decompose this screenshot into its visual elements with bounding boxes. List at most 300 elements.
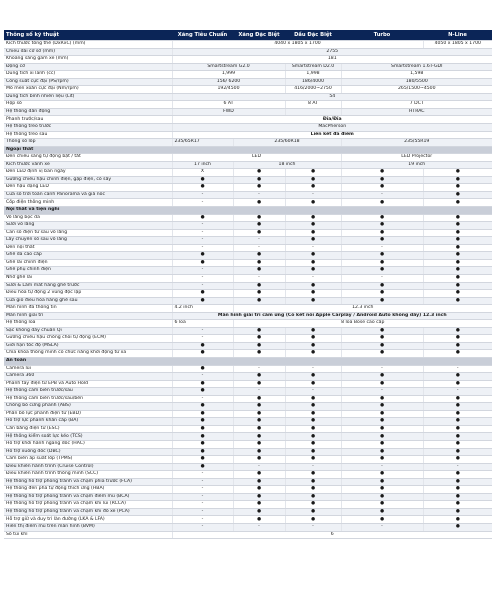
spec-value: 6 AT <box>172 101 285 109</box>
spec-value: ● <box>423 501 492 509</box>
spec-row <box>4 493 492 501</box>
spec-value: - <box>172 373 233 381</box>
spec-value: ● <box>423 274 492 282</box>
spec-value: ● <box>172 365 233 373</box>
spec-label: Hỗ trợ lực phanh khẩn cấp (BA) <box>4 418 172 426</box>
spec-value: - <box>423 365 492 373</box>
spec-value: ● <box>172 433 233 441</box>
section-title: An toàn <box>4 357 492 365</box>
spec-value: 1,999 <box>172 71 285 79</box>
spec-value: ● <box>233 222 285 230</box>
spec-value: ● <box>341 456 423 464</box>
spec-row <box>4 350 492 358</box>
spec-value: ● <box>233 184 285 192</box>
spec-label: Hiển thị điểm mù trên màn hình (BVM) <box>4 524 172 532</box>
spec-value: 12.3 inch <box>233 305 492 313</box>
spec-label: Hệ thống đèn pha tự động thích ứng (HBA) <box>4 486 172 494</box>
spec-value: 180/5500 <box>341 78 492 86</box>
spec-value: 192/4500 <box>172 86 285 94</box>
spec-value: ● <box>172 388 233 396</box>
spec-value: - <box>423 463 492 471</box>
spec-label: Thông số lốp <box>4 139 172 147</box>
spec-label: Chìa khóa thông minh có chức năng khởi động từ xa <box>4 350 172 358</box>
spec-value: ● <box>233 267 285 275</box>
spec-row <box>4 222 492 230</box>
spec-row <box>4 380 492 388</box>
spec-value: ● <box>172 403 233 411</box>
spec-label: Số túi khí <box>4 531 172 539</box>
spec-row <box>4 274 492 282</box>
spec-value: ● <box>233 478 285 486</box>
spec-value: Smartstream G2.0 <box>172 63 285 71</box>
spec-label: Cân bằng điện tử (ESC) <box>4 425 172 433</box>
spec-value: 6 <box>172 531 492 539</box>
spec-label: Vô lăng bọc da <box>4 214 172 222</box>
spec-value: ● <box>423 524 492 532</box>
spec-value: ● <box>285 373 341 381</box>
spec-label: Điều khiển hành trình (Cruise Control) <box>4 463 172 471</box>
spec-value: ● <box>233 456 285 464</box>
spec-value: ● <box>285 214 341 222</box>
spec-label: Gương chiếu hậu chống chói tự động (ECM) <box>4 335 172 343</box>
spec-row <box>4 214 492 222</box>
spec-value: ● <box>172 425 233 433</box>
spec-row <box>4 154 492 162</box>
spec-value: - <box>172 501 233 509</box>
spec-value: ● <box>423 297 492 305</box>
spec-value: ● <box>233 229 285 237</box>
spec-row <box>4 342 492 350</box>
spec-label: Sạc không dây chuẩn Qi <box>4 327 172 335</box>
spec-value: Smartstream D2.0 <box>285 63 341 71</box>
spec-value: ● <box>423 508 492 516</box>
spec-label: Cửa sổ trời toàn cảnh Panorama và giá nóc <box>4 191 172 199</box>
spec-row <box>4 531 492 539</box>
spec-value: - <box>172 524 233 532</box>
spec-value: ● <box>423 448 492 456</box>
spec-value: ● <box>341 327 423 335</box>
spec-label: Hệ thống hỗ trợ phòng tránh va chạm khi đỗ xe (PCA) <box>4 508 172 516</box>
spec-value: ● <box>285 471 341 479</box>
spec-table <box>4 30 492 539</box>
spec-value: ● <box>423 191 492 199</box>
spec-label: Hệ thống hỗ trợ phòng tránh va chạm khi lùi (RCCA) <box>4 501 172 509</box>
spec-label: Chống bó cứng phanh (ABS) <box>4 403 172 411</box>
spec-value: ● <box>285 267 341 275</box>
spec-value: ● <box>341 395 423 403</box>
spec-label: Đèn LED định vị ban ngày <box>4 169 172 177</box>
spec-value: ● <box>285 297 341 305</box>
spec-label: Động cơ <box>4 63 172 71</box>
spec-label: Giới hạn tốc độ (MSLA) <box>4 342 172 350</box>
spec-value: ● <box>341 425 423 433</box>
spec-row <box>4 305 492 313</box>
spec-value: ● <box>233 395 285 403</box>
spec-value: ● <box>423 267 492 275</box>
spec-value: ● <box>233 493 285 501</box>
spec-value: ● <box>285 486 341 494</box>
spec-value: ● <box>285 501 341 509</box>
spec-value: - <box>172 267 233 275</box>
spec-value: ● <box>341 259 423 267</box>
spec-value: - <box>341 274 423 282</box>
spec-label: Nhớ ghế lái <box>4 274 172 282</box>
spec-value: 19 inch <box>341 161 492 169</box>
spec-value: ● <box>172 448 233 456</box>
spec-row <box>4 425 492 433</box>
spec-value: ● <box>285 395 341 403</box>
spec-value: ● <box>341 380 423 388</box>
spec-value: ● <box>233 508 285 516</box>
spec-value: 7 DCT <box>341 101 492 109</box>
spec-value: ● <box>233 516 285 524</box>
spec-label: Đèn hậu dạng LED <box>4 184 172 192</box>
spec-value: 156/ 6200 <box>172 78 285 86</box>
spec-row <box>4 327 492 335</box>
spec-value: 186/4000 <box>285 78 341 86</box>
spec-value: ● <box>233 403 285 411</box>
spec-label: Điều khiển hành trình thông minh (SCC) <box>4 471 172 479</box>
spec-value: ● <box>233 297 285 305</box>
spec-value: ● <box>172 456 233 464</box>
spec-value: ● <box>233 350 285 358</box>
spec-value: ● <box>172 410 233 418</box>
spec-value: ● <box>285 478 341 486</box>
spec-value: - <box>233 244 285 252</box>
spec-value: - <box>172 244 233 252</box>
spec-row <box>4 524 492 532</box>
spec-value: - <box>285 388 341 396</box>
spec-value: ● <box>341 418 423 426</box>
spec-row <box>4 93 492 101</box>
spec-value: ● <box>423 252 492 260</box>
spec-value: ● <box>172 342 233 350</box>
spec-row <box>4 184 492 192</box>
spec-label: Ghế phụ chỉnh điện <box>4 267 172 275</box>
spec-value: ● <box>285 418 341 426</box>
spec-value: - <box>233 237 285 245</box>
spec-value: ● <box>341 486 423 494</box>
spec-value: ● <box>285 350 341 358</box>
spec-row <box>4 335 492 343</box>
spec-value: ● <box>341 267 423 275</box>
spec-label: Hệ thống cảm biến trước/sau/bên <box>4 395 172 403</box>
spec-label: Cần số điện tử sau vô lăng <box>4 229 172 237</box>
spec-row <box>4 131 492 139</box>
spec-label: Hộp số <box>4 101 172 109</box>
spec-value: 4050 x 1805 x 1700 <box>423 41 492 49</box>
spec-value: ● <box>341 433 423 441</box>
header-cell: Dầu Đặc Biệt <box>285 30 341 41</box>
spec-row <box>4 267 492 275</box>
spec-value: 416/2000~2750 <box>285 86 341 94</box>
spec-label: Dung tích bình nhiên liệu (Lít) <box>4 93 172 101</box>
spec-label: Lẫy chuyển số sau vô lăng <box>4 237 172 245</box>
spec-value: ● <box>341 282 423 290</box>
spec-value: ● <box>233 471 285 479</box>
spec-value: - <box>172 478 233 486</box>
spec-row <box>4 252 492 260</box>
spec-label: Hệ thống hỗ trợ phòng tránh va chạm điểm mù (BCA) <box>4 493 172 501</box>
spec-value: ● <box>172 297 233 305</box>
spec-value: ● <box>341 252 423 260</box>
spec-row <box>4 108 492 116</box>
spec-label: Gương chiếu hậu chỉnh điện, gập điện, có sấy <box>4 176 172 184</box>
spec-label: Hỗ trợ khởi hành ngang dốc (HAC) <box>4 440 172 448</box>
spec-value: - <box>285 244 341 252</box>
spec-row <box>4 290 492 298</box>
spec-value: ● <box>341 214 423 222</box>
spec-value: ● <box>285 380 341 388</box>
spec-value: ● <box>233 501 285 509</box>
spec-value: ● <box>233 433 285 441</box>
spec-value: - <box>233 388 285 396</box>
spec-value: ● <box>423 410 492 418</box>
spec-label: Phân bổ lực phanh điện tử (EBD) <box>4 410 172 418</box>
spec-value: ● <box>285 176 341 184</box>
section-row <box>4 207 492 215</box>
spec-value: ● <box>423 335 492 343</box>
spec-value: - <box>172 486 233 494</box>
spec-row <box>4 516 492 524</box>
spec-value: ● <box>423 380 492 388</box>
spec-row <box>4 161 492 169</box>
spec-value: ● <box>423 425 492 433</box>
spec-row <box>4 388 492 396</box>
spec-row <box>4 71 492 79</box>
spec-value: ● <box>172 418 233 426</box>
spec-label: Kích thước tổng thể (DxRxC) (mm) <box>4 41 172 49</box>
spec-label: Hệ thống dẫn động <box>4 108 172 116</box>
spec-row <box>4 191 492 199</box>
spec-value: 54 <box>172 93 492 101</box>
spec-value: - <box>233 365 285 373</box>
spec-row <box>4 456 492 464</box>
spec-value: ● <box>423 199 492 207</box>
spec-value: ● <box>423 237 492 245</box>
spec-value: ● <box>285 282 341 290</box>
spec-value: 8 AT <box>285 101 341 109</box>
spec-value: ● <box>285 508 341 516</box>
spec-label: Chiều dài cơ sở (mm) <box>4 48 172 56</box>
spec-label: Hệ thống cảm biến trước/sau <box>4 388 172 396</box>
spec-value: Liên kết đa điểm <box>172 131 492 139</box>
spec-label: Mô men xoắn cực đại (Nm/rpm) <box>4 86 172 94</box>
spec-value: ● <box>423 259 492 267</box>
spec-label: Hệ thống treo trước <box>4 124 172 132</box>
spec-label: Đèn chiếu sáng tự động bật / tắt <box>4 154 172 162</box>
spec-value: ● <box>285 290 341 298</box>
spec-value: ● <box>423 169 492 177</box>
spec-value: ● <box>285 184 341 192</box>
spec-value: ● <box>423 493 492 501</box>
spec-row <box>4 418 492 426</box>
spec-value: ● <box>423 486 492 494</box>
spec-value: ● <box>285 425 341 433</box>
spec-row <box>4 486 492 494</box>
spec-value: Màn hình giải trí cảm ứng (Có kết nối Apple Carplay / Android Auto không dây) 12.3 inch <box>172 312 492 320</box>
spec-value: ● <box>423 373 492 381</box>
spec-row <box>4 101 492 109</box>
spec-value: - <box>172 229 233 237</box>
spec-value: - <box>423 388 492 396</box>
spec-value: ● <box>285 433 341 441</box>
spec-label: Cảm biến áp suất lốp (TPMS) <box>4 456 172 464</box>
spec-value: ● <box>285 456 341 464</box>
spec-body <box>4 41 492 539</box>
spec-value: 235/60R18 <box>233 139 341 147</box>
spec-value: ● <box>233 259 285 267</box>
spec-value: ● <box>285 448 341 456</box>
spec-row <box>4 229 492 237</box>
spec-row <box>4 395 492 403</box>
section-title: Ngoại thất <box>4 146 492 154</box>
spec-value: ● <box>341 350 423 358</box>
spec-label: Màn hình đa thông tin <box>4 305 172 313</box>
spec-value: ● <box>341 493 423 501</box>
spec-row <box>4 86 492 94</box>
spec-value: ● <box>233 425 285 433</box>
spec-value: Đĩa/Đĩa <box>172 116 492 124</box>
spec-label: Điều hòa tự động 2 vùng độc lập <box>4 290 172 298</box>
spec-value: - <box>172 199 233 207</box>
spec-value: ● <box>285 327 341 335</box>
spec-value: - <box>341 388 423 396</box>
spec-value: ● <box>423 229 492 237</box>
spec-value: - <box>285 274 341 282</box>
spec-value: ● <box>172 214 233 222</box>
spec-value: ● <box>341 229 423 237</box>
spec-value: - <box>172 395 233 403</box>
spec-row <box>4 259 492 267</box>
spec-value: ● <box>423 471 492 479</box>
spec-value: 4040 x 1805 x 1700 <box>172 41 423 49</box>
spec-value: ● <box>341 184 423 192</box>
spec-row <box>4 282 492 290</box>
spec-value: ● <box>423 403 492 411</box>
header-cell: Turbo <box>341 30 423 41</box>
spec-value: ● <box>233 418 285 426</box>
spec-value: ● <box>233 410 285 418</box>
spec-value: - <box>341 365 423 373</box>
spec-value: ● <box>233 169 285 177</box>
spec-value: - <box>285 463 341 471</box>
spec-value: LED <box>172 154 341 162</box>
spec-value: ● <box>341 508 423 516</box>
spec-row <box>4 48 492 56</box>
spec-value: ● <box>285 440 341 448</box>
spec-value: ● <box>172 290 233 298</box>
spec-value: - <box>341 524 423 532</box>
header-cell: N-Line <box>423 30 492 41</box>
spec-value: ● <box>233 335 285 343</box>
spec-value: - <box>341 244 423 252</box>
spec-row <box>4 116 492 124</box>
spec-value: ● <box>423 290 492 298</box>
spec-value: ● <box>233 342 285 350</box>
spec-value: - <box>172 274 233 282</box>
spec-label: Hệ thống treo sau <box>4 131 172 139</box>
spec-row <box>4 56 492 64</box>
header-row <box>4 30 492 41</box>
spec-row <box>4 63 492 71</box>
spec-value: - <box>285 524 341 532</box>
spec-value: - <box>172 493 233 501</box>
spec-value: ● <box>285 259 341 267</box>
spec-value: ● <box>341 199 423 207</box>
spec-value: ● <box>341 290 423 298</box>
spec-value: ● <box>233 214 285 222</box>
spec-value: ● <box>285 342 341 350</box>
spec-value: ● <box>341 471 423 479</box>
spec-value: ● <box>423 214 492 222</box>
spec-label: Đèn nội thất <box>4 244 172 252</box>
section-row <box>4 357 492 365</box>
spec-row <box>4 78 492 86</box>
spec-sheet <box>4 30 492 539</box>
spec-row <box>4 403 492 411</box>
spec-value: ● <box>285 403 341 411</box>
spec-value: 181 <box>172 56 492 64</box>
spec-value: ● <box>341 342 423 350</box>
spec-value: ● <box>423 184 492 192</box>
spec-value: ● <box>285 252 341 260</box>
spec-label: Dung tích xi lanh (cc) <box>4 71 172 79</box>
spec-value: ● <box>233 327 285 335</box>
spec-value: HTRAC <box>341 108 492 116</box>
spec-row <box>4 478 492 486</box>
spec-value: - <box>172 237 233 245</box>
spec-value: ● <box>233 199 285 207</box>
spec-value: - <box>285 191 341 199</box>
spec-value: - <box>172 282 233 290</box>
spec-value: ● <box>285 199 341 207</box>
spec-label: Cửa gió điều hòa hàng ghế sau <box>4 297 172 305</box>
spec-value: ● <box>341 297 423 305</box>
spec-label: Màn hình giải trí <box>4 312 172 320</box>
spec-row <box>4 297 492 305</box>
spec-label: Sưởi & Làm mát hàng ghế trước <box>4 282 172 290</box>
spec-row <box>4 508 492 516</box>
spec-value: 235/55R19 <box>341 139 492 147</box>
spec-value <box>285 108 341 116</box>
spec-label: Hệ thống kiểm soát lực kéo (TCS) <box>4 433 172 441</box>
spec-value: ● <box>233 282 285 290</box>
spec-value: ● <box>233 373 285 381</box>
spec-row <box>4 237 492 245</box>
spec-value: - <box>172 516 233 524</box>
spec-row <box>4 471 492 479</box>
spec-value: 2755 <box>172 48 492 56</box>
spec-value: ● <box>341 403 423 411</box>
spec-value: - <box>341 463 423 471</box>
spec-value: ● <box>423 516 492 524</box>
spec-value: ● <box>172 259 233 267</box>
spec-value: 18 inch <box>233 161 341 169</box>
spec-value: 265/1500~4500 <box>341 86 492 94</box>
spec-value: 1,598 <box>341 71 492 79</box>
spec-value: ● <box>172 380 233 388</box>
spec-value: - <box>172 222 233 230</box>
spec-value: ● <box>233 448 285 456</box>
spec-value: ● <box>423 342 492 350</box>
spec-value: ● <box>341 516 423 524</box>
spec-row <box>4 244 492 252</box>
spec-value: ● <box>423 176 492 184</box>
spec-value: ● <box>285 169 341 177</box>
spec-value: ● <box>423 395 492 403</box>
spec-value: - <box>172 471 233 479</box>
